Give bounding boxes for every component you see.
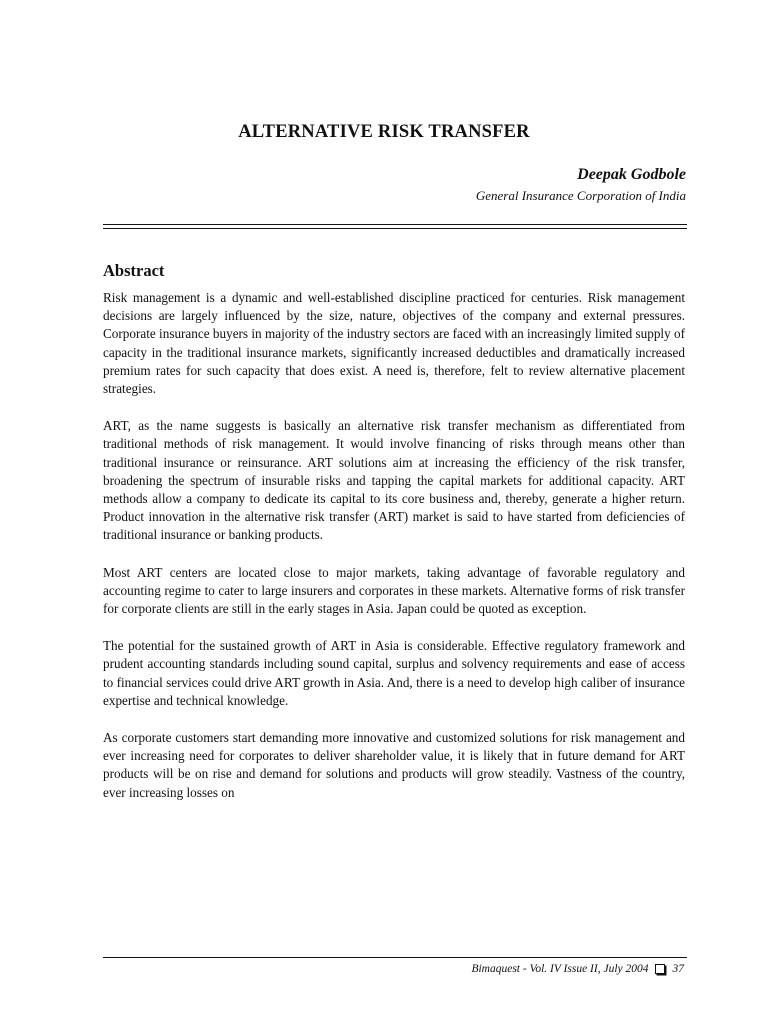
header-divider [103,224,687,229]
abstract-heading: Abstract [103,261,165,280]
abstract-paragraph-4: The potential for the sustained growth of ART in Asia is considerable. Effective regulatory framework and prudent accounting standards including sound capital, surplus and solvency requirements and ease of access to financial services could drive ART growth in Asia. And, there is a need to develop high caliber of insurance expertise and technical knowledge. [103,638,685,708]
abstract-paragraph-3: Most ART centers are located close to major markets, taking advantage of favorable regulatory and accounting regime to cater to large insurers and corporates in these markets. Alternative forms of risk transfer for corporate clients are still in the early stages in Asia. Japan could be quoted as exception. [103,564,685,617]
abstract-paragraph-2: ART, as the name suggests is basically an alternative risk transfer mechanism as differentiated from traditional methods of risk management. It would involve financing of risks through means other than traditional insurance or reinsurance. ART solutions aim at increasing the efficiency of the risk transfer, broadening the spectrum of insurable risks and tapping the capital markets for additional capacity. ART methods allow a company to dedicate its capital to its core business and, thereby, generate a higher return. Product innovation in the alternative risk transfer (ART) market is said to have started from deficiencies of traditional insurance or banking products. [103,418,685,543]
footer-divider [103,957,687,958]
author-affiliation: General Insurance Corporation of India [475,188,686,203]
square-bullet-icon [655,964,665,974]
author-name: Deepak Godbole [577,166,686,183]
page-footer [471,963,684,975]
abstract-paragraph-5: As corporate customers start demanding more innovative and customized solutions for risk management and ever increasing need for corporates to deliver shareholder value, it is likely that in future demand for ART products will be on rise and demand for solutions and products will grow steadily. Vastness of the country, ever increasing losses on [103,730,685,800]
abstract-paragraph-1: Risk management is a dynamic and well-established discipline practiced for centuries. Risk management decisions are largely influenced by the size, nature, objectives of the company and external pressures. Corporate insurance buyers in majority of the industry sectors are faced with an increasingly limited supply of capacity in the traditional insurance markets, significantly increased deductibles and dramatically increased premium rates for such capacity that does exist. A need is, therefore, felt to review alternative placement strategies. [103,290,685,397]
article-title: ALTERNATIVE RISK TRANSFER [238,122,530,142]
page-number: 37 [672,963,684,975]
abstract-body [103,289,685,821]
journal-citation: Bimaquest - Vol. IV Issue II, July 2004 [471,963,649,975]
